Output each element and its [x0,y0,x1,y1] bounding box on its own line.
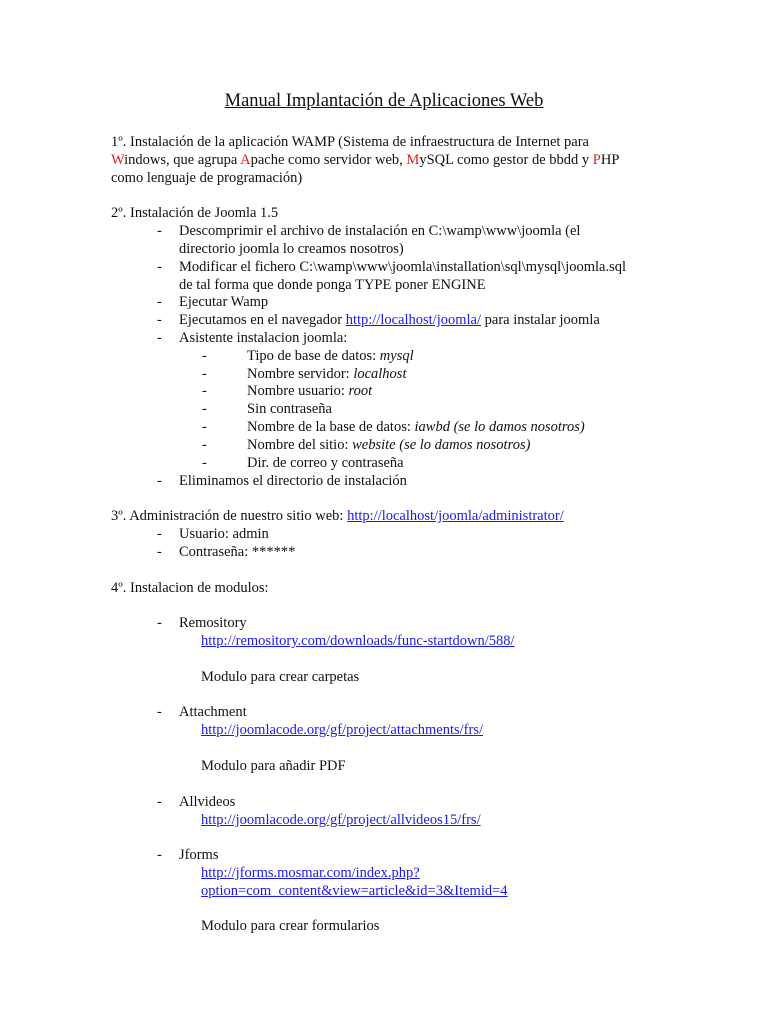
bullet-dash: - [157,847,162,863]
section2-heading: 2º. Instalación de Joomla 1.5 [111,205,279,221]
list-item: Asistente instalacion joomla: [179,330,348,346]
admin-link[interactable]: http://localhost/joomla/administrator/ [347,508,564,524]
bullet-dash: - [202,383,207,399]
module-description: Modulo para añadir PDF [201,758,346,774]
remository-link[interactable]: http://remository.com/downloads/func-startdown/588/ [201,633,515,649]
field-value: website (se lo damos nosotros) [352,437,531,453]
list-item: Ejecutar Wamp [179,294,269,310]
module-description: Modulo para crear formularios [201,918,380,934]
bullet-dash: - [157,223,162,239]
bullet-dash: - [157,312,162,328]
field-label: Tipo de base de datos: [247,348,380,364]
section3-heading-text: 3º. Administración de nuestro sitio web: [111,508,348,524]
list-item: Contraseña: ****** [179,544,296,560]
section1-text: pache como servidor web, [250,151,407,168]
bullet-dash: - [202,348,207,364]
section1-text: ySQL como gestor de bbdd y [419,151,593,168]
allvideos-link[interactable]: http://joomlacode.org/gf/project/allvideos15/frs/ [201,812,481,828]
module-name: Remository [179,615,247,631]
sub-list-item: Sin contraseña [247,401,332,417]
bullet-dash: - [202,455,207,471]
bullet-dash: - [157,615,162,631]
bullet-dash: - [157,259,162,275]
list-item-text: de tal forma que donde ponga TYPE poner ENGINE [179,276,486,293]
list-item [179,223,679,259]
module-name: Jforms [179,847,219,863]
list-item-text: Descomprimir el archivo de instalación en C:\wamp\www\joomla (el [179,223,581,239]
section1-text: indows, que agrupa [124,151,241,168]
module-description: Modulo para crear carpetas [201,669,360,685]
bullet-dash: - [157,294,162,310]
sub-list-item [247,348,414,366]
bullet-dash: - [157,544,162,560]
section1-text: HP [600,151,620,168]
acronym-m: M [406,151,420,168]
bullet-dash: - [157,794,162,810]
field-label: Nombre del sitio: [247,437,353,453]
bullet-dash: - [202,419,207,435]
jforms-link-line1[interactable]: http://jforms.mosmar.com/index.php? [201,865,420,881]
field-label: Nombre servidor: [247,366,354,382]
field-value: root [348,383,373,399]
acronym-w: W [111,151,125,168]
attachment-link[interactable]: http://joomlacode.org/gf/project/attachments/frs/ [201,722,484,738]
list-item-text: directorio joomla lo creamos nosotros) [179,240,404,257]
bullet-dash: - [202,437,207,453]
list-item: Eliminamos el directorio de instalación [179,473,407,489]
page-title: Manual Implantación de Aplicaciones Web [224,91,544,111]
list-item: Usuario: admin [179,526,269,542]
module-name: Attachment [179,704,247,720]
list-item-text: Ejecutamos en el navegador [179,312,346,328]
section1-line1: 1º. Instalación de la aplicación WAMP (Sistema de infraestructura de Internet para [111,134,589,150]
acronym-p: P [592,151,601,168]
jforms-link[interactable] [201,865,681,901]
jforms-link-line2[interactable]: option=com_content&view=article&id=3&Itemid=4 [201,882,508,899]
acronym-a: A [240,151,251,168]
section4-heading: 4º. Instalacion de modulos: [111,580,269,596]
list-item [179,312,679,330]
section1-paragraph [111,134,671,187]
bullet-dash: - [157,704,162,720]
bullet-dash: - [202,401,207,417]
bullet-dash: - [157,526,162,542]
list-item-text: Modificar el fichero C:\wamp\www\joomla\installation\sql\mysql\joomla.sql [179,259,627,275]
sub-list-item [247,419,585,437]
module-name: Allvideos [179,794,236,810]
field-label: Nombre de la base de datos: [247,419,415,435]
section1-line2 [111,152,671,170]
field-label: Nombre usuario: [247,383,349,399]
field-value: iawbd (se lo damos nosotros) [414,419,585,435]
section1-line3: como lenguaje de programación) [111,169,303,186]
bullet-dash: - [157,473,162,489]
bullet-dash: - [202,366,207,382]
sub-list-item [247,437,530,455]
localhost-joomla-link[interactable]: http://localhost/joomla/ [345,312,482,328]
field-value: mysql [379,348,414,364]
list-item-text: para instalar joomla [481,312,600,328]
list-item [179,259,679,295]
bullet-dash: - [157,330,162,346]
sub-list-item [247,366,406,384]
sub-list-item: Dir. de correo y contraseña [247,455,404,471]
sub-list-item [247,383,372,401]
section3-heading [111,508,671,526]
field-value: localhost [353,366,407,382]
